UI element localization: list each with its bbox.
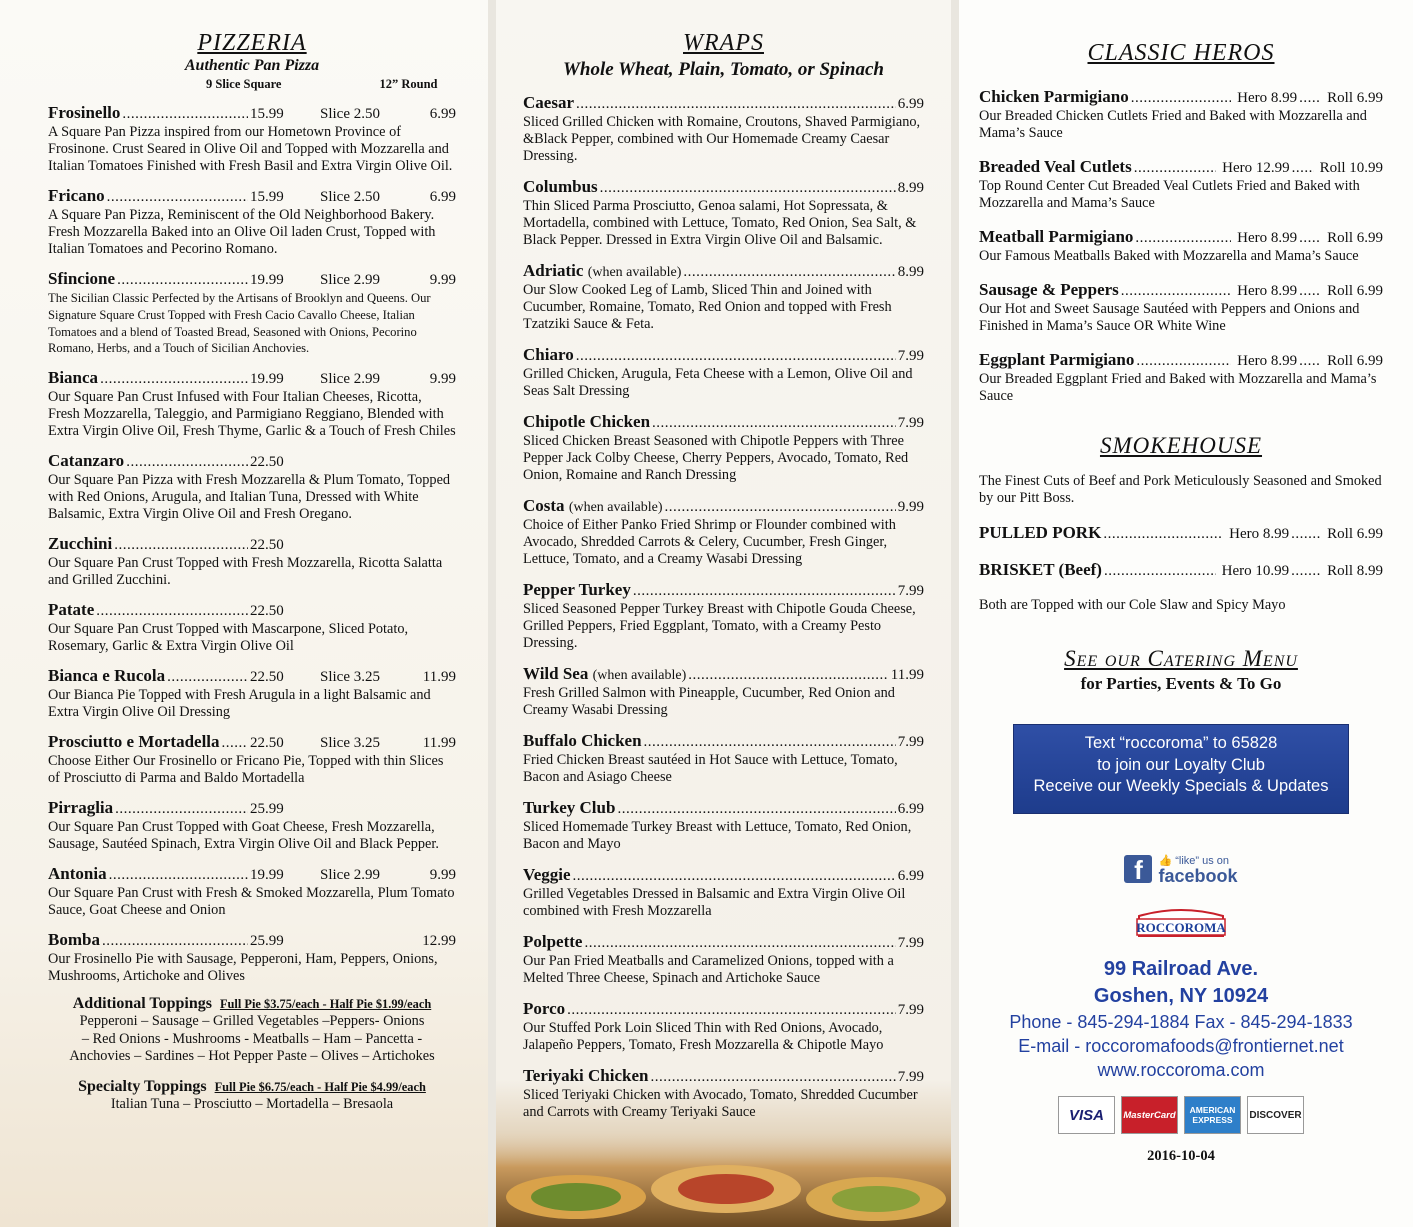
hero-row <box>979 87 1383 108</box>
contact-info <box>979 956 1383 1082</box>
wrap-price: 7.99 <box>897 1069 924 1085</box>
wrap-price: 7.99 <box>897 734 924 750</box>
wrap-name <box>523 261 681 282</box>
toppings-title: Additional Toppings <box>72 995 212 1013</box>
wrap-description: Sliced Homemade Turkey Breast with Lettuce, Tomato, Red Onion, Bacon and Mayo <box>523 819 912 852</box>
hero-description: Our Hot and Sweet Sausage Sautéed with Peppers and Onions and Finished in Mama’s Sauce OR White Wine <box>979 301 1360 334</box>
loyalty-line: to join our Loyalty Club <box>1097 755 1265 774</box>
wrap-price: 7.99 <box>897 415 924 431</box>
hero-price: Hero 8.99 <box>1229 526 1290 542</box>
hero-name: Meatball Parmigiano <box>979 227 1134 246</box>
hero-item <box>979 350 1383 405</box>
section-subtitle: Whole Wheat, Plain, Tomato, or Spinach <box>563 59 884 80</box>
smokehouse-row <box>979 560 1383 581</box>
pizza-price: 22.50 <box>250 735 284 752</box>
wrap-row <box>523 261 924 282</box>
leader-dots <box>1299 352 1321 371</box>
wrap-description: Fried Chicken Breast sautéed in Hot Sauce with Lettuce, Tomato, Bacon and Asiago Cheese <box>523 752 898 785</box>
availability-note: (when available) <box>587 265 682 280</box>
wrap-description: Our Stuffed Pork Loin Sliced Thin with Red Onions, Avocado, Jalapeño Peppers, Tomato, Fresh Mozzarella & Chipotle Mayo <box>523 1020 884 1053</box>
leader-dots <box>665 498 896 517</box>
pizza-row <box>48 666 456 687</box>
leader-dots <box>1299 229 1321 248</box>
email-link[interactable]: E-mail - roccoromafoods@frontiernet.net <box>1018 1036 1344 1056</box>
pizza-list <box>48 103 456 985</box>
leader-dots <box>600 179 896 198</box>
wraps-panel <box>496 0 951 1227</box>
wrap-description: Our Pan Fried Meatballs and Caramelized Onions, topped with a Melted Three Cheese, Spinach and Artichoke Sauce <box>523 953 894 986</box>
pizza-description: The Sicilian Classic Perfected by the Artisans of Brooklyn and Queens. Our Signature Square Crust Topped with Fresh Cacio Cavallo Cheese, Italian Tomatoes and a blend of Toasted Bread, Seasoned with Onions, Pecorino Romano, Herbs, and a Touch of Sicilian Anchovies. <box>48 291 431 356</box>
wrap-item <box>523 932 924 987</box>
hero-name: Sausage & Peppers <box>979 280 1119 299</box>
wrap-row <box>523 664 924 685</box>
phone-fax: Phone - 845-294-1884 Fax - 845-294-1833 <box>1009 1012 1353 1032</box>
pizza-name: Bianca <box>48 368 99 388</box>
pizza-name: Antonia <box>48 864 107 884</box>
pizza-price: 22.50 <box>250 454 284 471</box>
pizza-item <box>48 186 456 258</box>
wrap-price: 11.99 <box>890 667 924 683</box>
hero-description: Top Round Center Cut Breaded Veal Cutlets Fried and Baked with Mozzarella and Mama’s Sauce <box>979 178 1360 211</box>
section-subtitle: Authentic Pan Pizza <box>184 57 320 74</box>
smokehouse-footer: Both are Topped with our Cole Slaw and Spicy Mayo <box>979 597 1286 613</box>
wrap-name-text: Porco <box>523 999 566 1018</box>
loyalty-line: Text “roccoroma” to 65828 <box>1084 734 1278 752</box>
leader-dots <box>683 263 895 282</box>
pizza-price: 25.99 <box>250 933 284 950</box>
wrap-row <box>523 932 924 953</box>
hero-price: Hero 8.99 <box>1237 283 1298 299</box>
hero-price: Hero 8.99 <box>1237 353 1298 369</box>
pizza-row <box>48 600 456 621</box>
wrap-name-text: Chipotle Chicken <box>523 412 651 431</box>
toppings-line: Pepperoni – Sausage – Grilled Vegetables –Peppers- Onions <box>79 1013 425 1030</box>
discover-icon: DISCOVER <box>1247 1096 1304 1134</box>
facebook-icon: f <box>1124 855 1152 883</box>
wrap-name <box>523 177 598 196</box>
leader-dots <box>102 932 248 951</box>
roll-price: Roll 6.99 <box>1327 526 1383 542</box>
availability-note: (when available) <box>592 668 687 683</box>
wrap-description: Thin Sliced Parma Prosciutto, Genoa salami, Hot Sopressata, & Mortadella, combined with Lettuce, Tomato, Red Onion, Sea Salt, & Black Pepper. Dressed in Extra Virgin Olive Oil and Balsamic. <box>523 198 917 248</box>
roll-price: Roll 10.99 <box>1319 160 1383 176</box>
pizza-price: 22.50 <box>250 537 284 554</box>
wrap-description: Fresh Grilled Salmon with Pineapple, Cucumber, Red Onion and Creamy Wasabi Dressing <box>523 685 895 718</box>
leader-dots <box>576 347 896 366</box>
hero-item <box>979 87 1383 142</box>
wrap-name <box>523 345 574 364</box>
wrap-item <box>523 580 924 652</box>
pizza-slice-price: Slice 3.25 <box>320 669 380 686</box>
toppings-price: Full Pie $6.75/each - Half Pie $4.99/each <box>214 1079 426 1094</box>
toppings-price: Full Pie $3.75/each - Half Pie $1.99/each <box>219 997 432 1012</box>
wrap-item <box>523 496 924 568</box>
wrap-row <box>523 496 924 517</box>
pizza-round-price: 6.99 <box>429 189 456 205</box>
hero-description: Our Famous Meatballs Baked with Mozzarella and Mama’s Sauce <box>979 248 1359 264</box>
pizza-name: Fricano <box>48 186 105 205</box>
hero-price: Hero 8.99 <box>1237 90 1298 106</box>
pizza-description: Our Bianca Pie Topped with Fresh Arugula in a light Balsamic and Extra Virgin Olive Oil Dressing <box>48 687 431 721</box>
wrap-name <box>523 580 631 599</box>
smokehouse-name: BRISKET (Beef) <box>979 560 1102 579</box>
wrap-row <box>523 412 924 433</box>
leader-dots <box>117 271 248 290</box>
mastercard-icon: MasterCard <box>1121 1096 1178 1134</box>
pizza-description: Our Square Pan Crust Topped with Goat Cheese, Fresh Mozzarella, Sausage, Sautéed Spinach, Extra Virgin Olive Oil and Black Pepper. <box>48 819 439 853</box>
roll-price: Roll 8.99 <box>1327 563 1383 579</box>
leader-dots <box>633 582 896 601</box>
pizza-row <box>48 368 456 389</box>
pizza-description: Our Square Pan Pizza with Fresh Mozzarella & Plum Tomato, Topped with Red Onions, Arugula, and Italian Tuna, Dressed with White Balsamic, Extra Virgin Olive Oil and Fresh Oregano. <box>48 472 451 523</box>
leader-dots <box>1291 562 1321 581</box>
facebook-badge[interactable] <box>979 854 1383 884</box>
section-title: PIZZERIA <box>197 30 307 56</box>
pizza-item <box>48 368 456 440</box>
wrap-item <box>523 177 924 249</box>
pizza-name: Sfincione <box>48 269 116 288</box>
wrap-item <box>523 345 924 400</box>
facebook-wordmark: facebook <box>1158 866 1238 886</box>
pizza-slice-price: Slice 3.25 <box>320 735 380 752</box>
section-title: CLASSIC HEROS <box>1087 40 1275 66</box>
pizza-item <box>48 930 456 985</box>
pizza-row <box>48 451 456 472</box>
leader-dots <box>100 370 248 389</box>
pizza-slice-price: Slice 2.50 <box>320 189 380 205</box>
pizza-price: 22.50 <box>250 669 284 686</box>
pizza-description: A Square Pan Pizza inspired from our Hometown Province of Frosinone. Crust Seared in Olive Oil and Topped with Mozzarella and Italian Tomatoes Finished with Fresh Basil and Extra Virgin Olive Oil. <box>48 124 453 174</box>
wrap-name <box>523 496 663 517</box>
wrap-description: Grilled Vegetables Dressed in Balsamic and Extra Virgin Olive Oil combined with Fresh Mozzarella <box>523 886 906 919</box>
pizza-slice-price: Slice 2.99 <box>320 371 380 388</box>
hero-row <box>979 350 1383 371</box>
leader-dots <box>567 1001 896 1020</box>
wrap-row <box>523 345 924 366</box>
hero-list <box>979 87 1383 405</box>
visa-icon: VISA <box>1058 1096 1115 1134</box>
specialty-toppings <box>48 1078 456 1114</box>
wrap-item <box>523 261 924 333</box>
leader-dots <box>584 934 895 953</box>
pizza-description: Our Frosinello Pie with Sausage, Pepperoni, Ham, Peppers, Onions, Mushrooms, Artichoke and Olives <box>48 951 438 985</box>
pizza-price: 15.99 <box>250 189 284 205</box>
pizza-round-price: 11.99 <box>422 669 456 686</box>
wrap-description: Our Slow Cooked Leg of Lamb, Sliced Thin and Joined with Cucumber, Romaine, Tomato, Red Onion and topped with Fresh Tzatziki Sauce & Feta. <box>523 282 892 332</box>
catering-subtitle: for Parties, Events & To Go <box>1080 674 1282 693</box>
smokehouse-row <box>979 523 1383 544</box>
wrap-name-text: Veggie <box>523 865 571 884</box>
wrap-name-text: Adriatic <box>523 261 584 280</box>
leader-dots <box>1131 89 1231 108</box>
pizza-description: Our Square Pan Crust with Fresh & Smoked Mozzarella, Plum Tomato Sauce, Goat Cheese and Onion <box>48 885 455 919</box>
wrap-item <box>523 999 924 1054</box>
wrap-item <box>523 664 924 719</box>
pizza-row <box>48 269 456 290</box>
pizza-price: 15.99 <box>250 106 284 122</box>
wrap-name-text: Chiaro <box>523 345 574 364</box>
menu-date: 2016-10-04 <box>1147 1148 1215 1164</box>
hero-price: Hero 12.99 <box>1222 160 1290 176</box>
roccoroma-logo <box>1133 906 1229 944</box>
wrap-price: 6.99 <box>897 801 924 817</box>
leader-dots <box>96 602 248 621</box>
pizza-name: Patate <box>48 600 95 620</box>
pizza-price: 25.99 <box>250 801 284 818</box>
section-title: WRAPS <box>683 30 764 56</box>
leader-dots <box>126 453 248 472</box>
column-headers <box>48 77 456 92</box>
col-square: 9 Slice Square <box>206 77 282 91</box>
wrap-row <box>523 999 924 1020</box>
wrap-name <box>523 1066 648 1085</box>
payment-cards <box>979 1096 1383 1134</box>
wrap-list <box>523 93 924 1121</box>
wrap-name-text: Buffalo Chicken <box>523 731 642 750</box>
pizza-item <box>48 451 456 523</box>
hero-item <box>979 157 1383 212</box>
pizza-description: Our Square Pan Crust Topped with Fresh Mozzarella, Ricotta Salatta and Grilled Zucchini. <box>48 555 443 589</box>
hero-row <box>979 157 1383 178</box>
loyalty-banner <box>1013 724 1349 814</box>
wrap-name <box>523 999 565 1018</box>
wrap-row <box>523 731 924 752</box>
pizza-name: Bianca e Rucola <box>48 666 166 686</box>
wrap-row <box>523 1066 924 1087</box>
leader-dots <box>644 733 896 752</box>
wrap-description: Choice of Either Panko Fried Shrimp or Flounder combined with Avocado, Shredded Carrots & Celery, Cucumber, Fresh Ginger, Lettuce, Tomato, and a Creamy Wasabi Dressing <box>523 517 896 567</box>
pizza-description: Choose Either Our Frosinello or Fricano Pie, Topped with thin Slices of Prosciutto di Parma and Baldo Mortadella <box>48 753 444 787</box>
pizza-row <box>48 534 456 555</box>
pizza-round-price: 12.99 <box>422 933 456 950</box>
toppings-line: Anchovies – Sardines – Hot Pepper Paste – Olives – Artichokes <box>69 1048 435 1065</box>
heros-panel <box>959 0 1413 1227</box>
pizza-name: Prosciutto e Mortadella <box>48 732 220 752</box>
roll-price: Roll 6.99 <box>1327 230 1383 246</box>
wrap-name-text: Columbus <box>523 177 598 196</box>
leader-dots <box>1136 352 1231 371</box>
pizza-round-price: 11.99 <box>422 735 456 752</box>
pizza-slice-price: Slice 2.99 <box>320 867 380 884</box>
wrap-name-text: Pepper Turkey <box>523 580 631 599</box>
hero-name: Eggplant Parmigiano <box>979 350 1135 369</box>
pizzeria-panel <box>0 0 488 1227</box>
amex-icon: AMERICAN EXPRESS <box>1184 1096 1241 1134</box>
hero-description: Our Breaded Chicken Cutlets Fried and Baked with Mozzarella and Mama’s Sauce <box>979 108 1367 141</box>
wrap-price: 6.99 <box>897 96 924 112</box>
pizza-item <box>48 269 456 357</box>
leader-dots <box>573 867 896 886</box>
wrap-name-text: Caesar <box>523 93 574 112</box>
wrap-row <box>523 580 924 601</box>
loyalty-line: Receive our Weekly Specials & Updates <box>1033 777 1329 795</box>
wrap-price: 7.99 <box>897 348 924 364</box>
leader-dots <box>1299 89 1321 108</box>
leader-dots <box>109 866 248 885</box>
wrap-row <box>523 865 924 886</box>
wrap-item <box>523 93 924 165</box>
toppings-line: Italian Tuna – Prosciutto – Mortadella – Bresaola <box>110 1095 394 1112</box>
wrap-item <box>523 865 924 920</box>
toppings-title: Specialty Toppings <box>78 1077 207 1095</box>
leader-dots <box>122 105 248 124</box>
wrap-name <box>523 798 615 817</box>
wrap-price: 7.99 <box>897 583 924 599</box>
wrap-row <box>523 93 924 114</box>
wrap-item <box>523 1066 924 1121</box>
leader-dots <box>115 800 248 819</box>
pizza-name: Zucchini <box>48 534 113 554</box>
leader-dots <box>688 666 889 685</box>
pizza-item <box>48 864 456 919</box>
wrap-price: 7.99 <box>897 935 924 951</box>
wrap-price: 7.99 <box>897 1002 924 1018</box>
pizza-item <box>48 666 456 721</box>
pizza-round-price: 9.99 <box>429 272 456 288</box>
hero-row <box>979 280 1383 301</box>
leader-dots <box>1134 159 1216 178</box>
pizza-slice-price: Slice 2.99 <box>320 272 380 288</box>
leader-dots <box>576 95 896 114</box>
availability-note: (when available) <box>568 500 663 515</box>
wrap-price: 6.99 <box>897 868 924 884</box>
pizza-description: A Square Pan Pizza, Reminiscent of the Old Neighborhood Bakery. Fresh Mozzarella Baked into an Olive Oil laden Crust, Topped with Italian Tomatoes and Pecorino Romano. <box>48 207 436 257</box>
wrap-name <box>523 731 642 750</box>
pizza-name: Pirraglia <box>48 798 114 818</box>
wraps-photo <box>496 1127 951 1227</box>
pizza-description: Our Square Pan Crust Topped with Mascarpone, Sliced Potato, Rosemary, Garlic & Extra Virgin Olive Oil <box>48 621 409 655</box>
pizza-row <box>48 186 456 207</box>
pizza-description: Our Square Pan Crust Infused with Four Italian Cheeses, Ricotta, Fresh Mozzarella, Taleggio, and Parmigiano Reggiano, Blended with Extra Virgin Olive Oil, Fresh Thyme, Garlic & a Touch of Fresh Chiles <box>48 389 456 440</box>
wrap-name-text: Teriyaki Chicken <box>523 1066 649 1085</box>
roll-price: Roll 6.99 <box>1327 353 1383 369</box>
wrap-name-text: Turkey Club <box>523 798 616 817</box>
wrap-description: Sliced Chicken Breast Seasoned with Chipotle Peppers with Three Pepper Jack Colby Cheese, Cherry Peppers, Avocado, Tomato, Red Onion, Romaine and Ranch Dressing <box>523 433 909 483</box>
thumbs-up-icon: 👍 <box>1158 855 1173 867</box>
website-link[interactable]: www.roccoroma.com <box>1097 1060 1265 1080</box>
hero-item <box>979 280 1383 335</box>
pizza-item <box>48 103 456 175</box>
additional-toppings <box>48 995 456 1066</box>
leader-dots <box>114 536 248 555</box>
leader-dots <box>652 414 896 433</box>
leader-dots <box>617 800 895 819</box>
wrap-name <box>523 664 686 685</box>
wrap-name <box>523 865 571 884</box>
smokehouse-list <box>979 523 1383 581</box>
pizza-round-price: 9.99 <box>429 867 456 884</box>
wrap-name <box>523 932 582 951</box>
leader-dots <box>1103 525 1223 544</box>
toppings-line: – Red Onions - Mushrooms - Meatballs – Ham – Pancetta - <box>81 1030 423 1047</box>
svg-text:ROCCOROMA: ROCCOROMA <box>1136 920 1226 935</box>
wrap-row <box>523 798 924 819</box>
pizza-name: Bomba <box>48 930 100 950</box>
address-line: Goshen, NY 10924 <box>1093 985 1269 1007</box>
leader-dots <box>1135 229 1231 248</box>
pizza-row <box>48 930 456 951</box>
smokehouse-intro: The Finest Cuts of Beef and Pork Meticulously Seasoned and Smoked by our Pitt Boss. <box>979 473 1382 506</box>
col-round: 12” Round <box>379 77 438 91</box>
address-line: 99 Railroad Ave. <box>1103 958 1259 980</box>
leader-dots <box>107 188 248 207</box>
catering-promo <box>979 646 1383 694</box>
roll-price: Roll 6.99 <box>1327 283 1383 299</box>
hero-price: Hero 8.99 <box>1237 230 1298 246</box>
hero-item <box>979 227 1383 265</box>
pizza-row <box>48 732 456 753</box>
wrap-price: 9.99 <box>897 499 924 515</box>
leader-dots <box>1292 159 1314 178</box>
pizza-price: 19.99 <box>250 867 284 884</box>
section-title: SMOKEHOUSE <box>1099 433 1263 458</box>
catering-title: See our Catering Menu <box>1064 646 1298 671</box>
wrap-item <box>523 412 924 484</box>
leader-dots <box>222 734 248 753</box>
wrap-item <box>523 731 924 786</box>
wrap-price: 8.99 <box>897 180 924 196</box>
leader-dots <box>1121 282 1231 301</box>
smokehouse-name: PULLED PORK <box>979 523 1102 542</box>
panel-divider <box>488 0 496 1227</box>
pizza-price: 19.99 <box>250 272 284 288</box>
wrap-name-text: Costa <box>523 496 565 515</box>
hero-name: Chicken Parmigiano <box>979 87 1129 106</box>
pizza-round-price: 9.99 <box>429 371 456 388</box>
pizza-slice-price: Slice 2.50 <box>320 106 380 122</box>
pizza-round-price: 6.99 <box>429 106 456 122</box>
facebook-like-text: 👍 “like” us on <box>1158 855 1230 867</box>
pizza-price: 22.50 <box>250 603 284 620</box>
hero-price: Hero 10.99 <box>1221 563 1290 579</box>
leader-dots <box>1299 282 1321 301</box>
panel-divider <box>951 0 959 1227</box>
pizza-name: Catanzaro <box>48 451 125 471</box>
pizza-item <box>48 534 456 589</box>
leader-dots <box>1104 562 1216 581</box>
pizza-item <box>48 600 456 655</box>
wrap-description: Sliced Seasoned Pepper Turkey Breast with Chipotle Gouda Cheese, Grilled Peppers, Fried Eggplant, Tomato, with a Creamy Pesto Dressing. <box>523 601 916 651</box>
hero-description: Our Breaded Eggplant Fried and Baked with Mozzarella and Mama’s Sauce <box>979 371 1377 404</box>
hero-row <box>979 227 1383 248</box>
wrap-description: Grilled Chicken, Arugula, Feta Cheese with a Lemon, Olive Oil and Seas Salt Dressing <box>523 366 913 399</box>
wrap-row <box>523 177 924 198</box>
pizza-row <box>48 798 456 819</box>
wrap-price: 8.99 <box>897 264 924 280</box>
pizza-row <box>48 864 456 885</box>
wrap-name <box>523 412 650 431</box>
pizza-row <box>48 103 456 124</box>
wrap-description: Sliced Grilled Chicken with Romaine, Croutons, Shaved Parmigiano, &Black Pepper, combined with Our Homemade Creamy Caesar Dressing. <box>523 114 921 164</box>
wrap-name-text: Wild Sea <box>523 664 589 683</box>
leader-dots <box>1291 525 1321 544</box>
leader-dots <box>650 1068 895 1087</box>
wrap-name-text: Polpette <box>523 932 583 951</box>
wrap-name <box>523 93 574 112</box>
pizza-price: 19.99 <box>250 371 284 388</box>
hero-name: Breaded Veal Cutlets <box>979 157 1132 176</box>
leader-dots <box>167 668 248 687</box>
pizza-item <box>48 798 456 853</box>
roll-price: Roll 6.99 <box>1327 90 1383 106</box>
wrap-description: Sliced Teriyaki Chicken with Avocado, Tomato, Shredded Cucumber and Carrots with Creamy Teriyaki Sauce <box>523 1087 918 1120</box>
pizza-name: Frosinello <box>48 103 121 122</box>
wrap-item <box>523 798 924 853</box>
pizza-item <box>48 732 456 787</box>
